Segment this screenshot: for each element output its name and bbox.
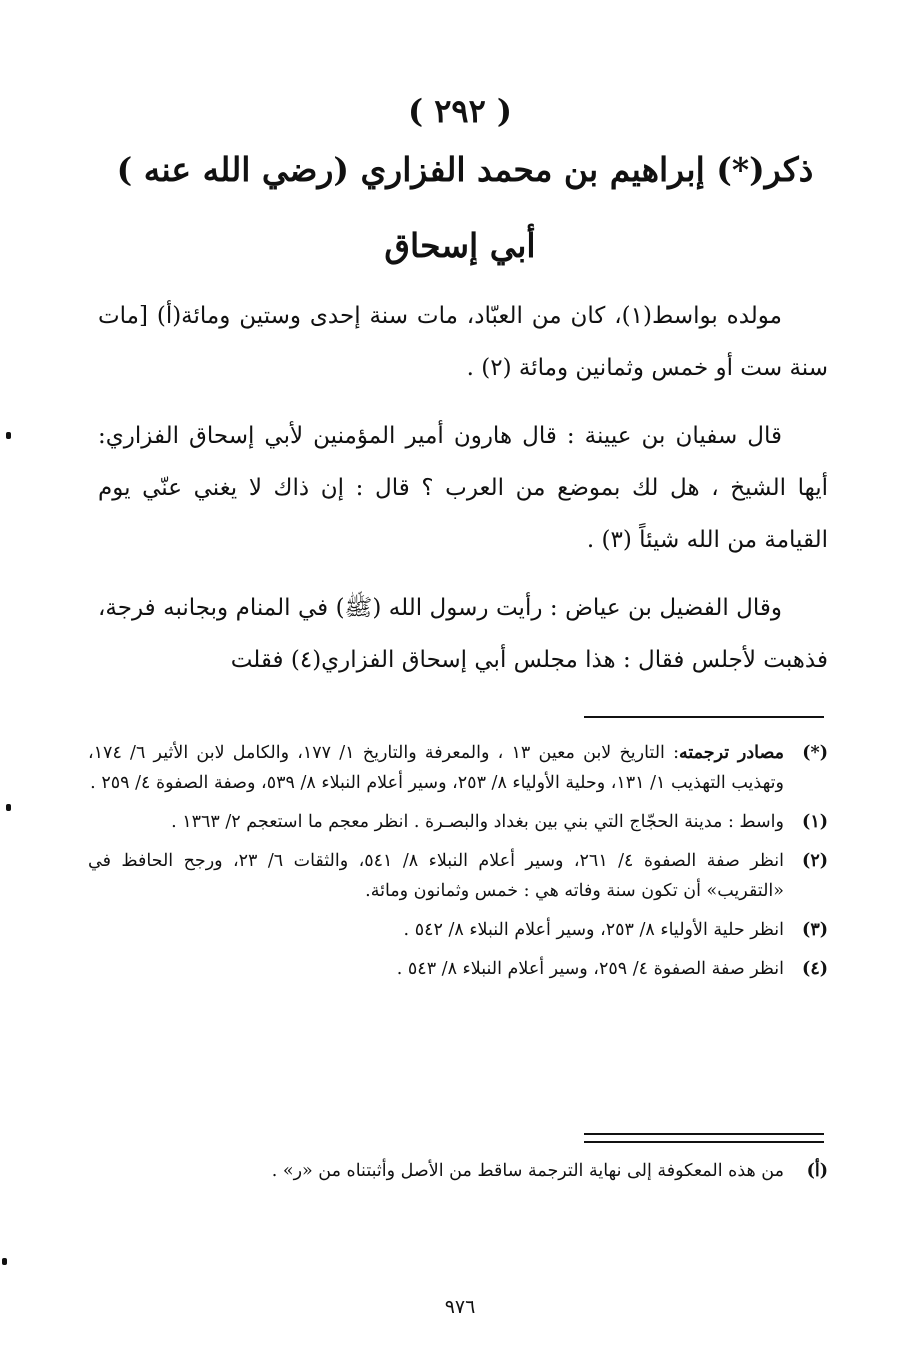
paragraph-2 — [98, 410, 828, 566]
paragraph-3-line-1: وقال الفضيل بن عياض : رأيت رسول الله (ﷺ) في المنام وبجانبه — [163, 595, 782, 621]
paragraph-2-line-3: القيامة من الله شيئاً (٣) . — [586, 527, 828, 553]
footnote-divider — [584, 716, 824, 718]
footnote-mark: (٢) — [802, 851, 828, 871]
footnote-3 — [88, 915, 828, 945]
paragraph-1-line-2: سنة ست أو خمس وثمانين ومائة (٢) . — [466, 355, 828, 381]
margin-dot — [6, 432, 11, 439]
paragraph-2-line-1: قال سفيان بن عيينة : قال هارون أمير المؤمنين لأبي إسحاق الفزاري: — [98, 423, 782, 449]
footnote-label: مصادر ترجمته — [679, 743, 784, 763]
paragraph-3 — [98, 582, 828, 686]
paragraph-1 — [98, 290, 828, 394]
margin-dot — [2, 1258, 7, 1265]
variant-note-divider — [584, 1133, 824, 1143]
variant-note — [88, 1156, 828, 1195]
paragraph-2-line-2: أيها الشيخ ، هل لك بموضع من العرب ؟ قال : إن ذاك لا يغني عنّي يوم — [98, 475, 828, 501]
footnote-text: واسط : مدينة الحجّاج التي بني بين بغداد والبصـرة . انظر معجم ما استعجم ٢/ ١٣٦٣ . — [171, 812, 784, 832]
footnote-1 — [88, 807, 828, 837]
footnote-sources — [88, 738, 828, 798]
footnote-text: انظر صفة الصفوة ٤/ ٢٥٩، وسير أعلام النبلاء ٨/ ٥٤٣ . — [396, 959, 784, 979]
biography-subtitle: أبي إسحاق — [384, 226, 536, 265]
variant-note-entry — [88, 1156, 828, 1186]
footnote-mark: (٤) — [802, 959, 828, 979]
variant-note-text: من هذه المعكوفة إلى نهاية الترجمة ساقط من الأصل وأثبتناه من «ر» . — [271, 1161, 784, 1181]
footnote-mark: (٣) — [802, 920, 828, 940]
paragraph-3-line-2: فرجة، فذهبت لأجلس فقال : هذا مجلس أبي إسحاق الفزاري(٤) فقلت — [98, 595, 828, 673]
main-text — [98, 290, 828, 702]
margin-dot — [6, 804, 11, 811]
footnote-text: انظر صفة الصفوة ٤/ ٢٦١، وسير أعلام النبلاء ٨/ ٥٤١، والثقات ٦/ ٢٣، ورجح الحافظ في «التقريب» أن تكون سنة وفاته هي : خمس وثمانون ومائة. — [88, 851, 784, 901]
entry-number: ( ٢٩٢ ) — [407, 92, 513, 130]
page-number: ٩٧٦ — [444, 1296, 476, 1318]
footnote-mark: (*) — [802, 743, 828, 763]
footnote-4 — [88, 954, 828, 984]
paragraph-1-line-1: مولده بواسط(١)، كان من العبّاد، مات سنة إحدى وستين ومائة(أ) [مات — [98, 303, 782, 329]
footnote-text: : التاريخ لابن معين ١٣ ، والمعرفة والتاريخ ١/ ١٧٧، والكامل لابن الأثير ٦/ ١٧٤، وتهذيب التهذيب ١/ ١٣١، وحلية الأولياء ٨/ ٢٥٣، وسير أعلام النبلاء ٨/ ٥٣٩، وصفة الصفوة ٤/ ٢٥٩ . — [88, 743, 784, 793]
variant-note-mark: (أ) — [806, 1161, 828, 1181]
footnotes — [88, 738, 828, 993]
footnote-text: انظر حلية الأولياء ٨/ ٢٥٣، وسير أعلام النبلاء ٨/ ٥٤٢ . — [403, 920, 784, 940]
biography-title: ذكر(*) إبراهيم بن محمد الفزاري (رضي الله عنه ) — [116, 150, 814, 189]
footnote-mark: (١) — [802, 812, 828, 832]
footnote-2 — [88, 846, 828, 906]
